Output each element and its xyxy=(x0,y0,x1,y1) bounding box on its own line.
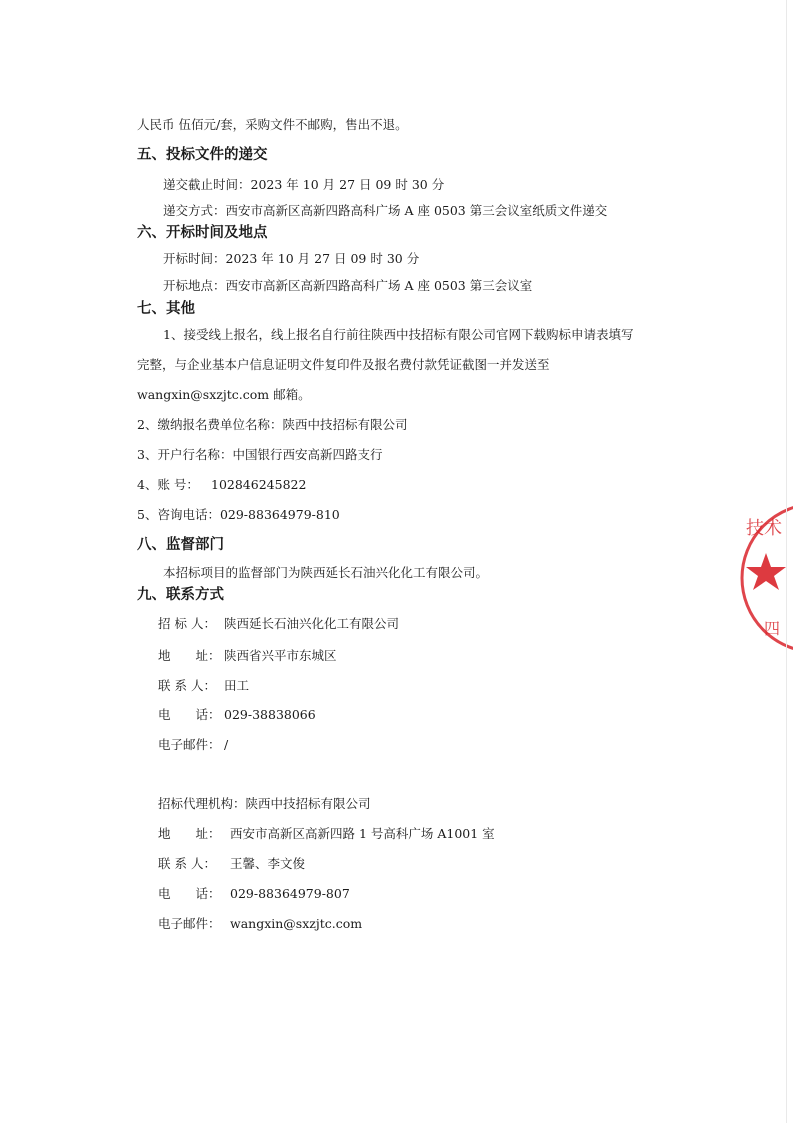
submission-method: 递交方式：西安市高新区高新四路高科广场 A 座 0503 第三会议室纸质文件递交 xyxy=(163,203,608,218)
tenderer-phone: 029-38838066 xyxy=(224,707,316,722)
tenderer-name-label: 招 标 人： xyxy=(158,616,216,631)
other-item-5: 5、咨询电话：029-88364979-810 xyxy=(137,507,340,522)
seal-star-icon xyxy=(746,553,786,590)
tenderer-email: / xyxy=(224,737,229,752)
tenderer-name-row xyxy=(158,616,399,632)
tenderer-email-label: 电子邮件： xyxy=(158,737,221,752)
agency-address: 西安市高新区高新四路 1 号高科广场 A1001 室 xyxy=(230,826,495,841)
section-6-heading: 六、开标时间及地点 xyxy=(137,225,268,241)
price-line: 人民币 伍佰元/套，采购文件不邮购，售出不退。 xyxy=(137,117,408,132)
tenderer-name: 陕西延长石油兴化化工有限公司 xyxy=(224,616,400,631)
tenderer-contact-row xyxy=(158,678,249,694)
agency-name-row xyxy=(158,796,371,812)
tenderer-address-row xyxy=(158,648,337,664)
section-9-heading: 九、联系方式 xyxy=(137,587,224,603)
agency-address-row xyxy=(158,826,495,842)
tenderer-phone-row xyxy=(158,707,316,723)
opening-time: 开标时间：2023 年 10 月 27 日 09 时 30 分 xyxy=(163,251,420,266)
agency-email-row xyxy=(158,916,362,932)
section-5-heading: 五、投标文件的递交 xyxy=(137,147,268,163)
account-label: 4、账 号： xyxy=(137,477,199,492)
other-item-2: 2、缴纳报名费单位名称：陕西中技招标有限公司 xyxy=(137,417,408,432)
tenderer-phone-label: 电 话： xyxy=(158,707,221,722)
seal-text-fragment-1: 技术 xyxy=(746,518,782,539)
agency-email-label: 电子邮件： xyxy=(158,916,221,931)
section-7-heading: 七、其他 xyxy=(137,301,195,317)
agency-address-label: 地 址： xyxy=(158,826,221,841)
other-item-3: 3、开户行名称：中国银行西安高新四路支行 xyxy=(137,447,383,462)
supervision-text: 本招标项目的监督部门为陕西延长石油兴化化工有限公司。 xyxy=(163,565,489,580)
submission-deadline: 递交截止时间：2023 年 10 月 27 日 09 时 30 分 xyxy=(163,177,445,192)
tenderer-contact-label: 联 系 人： xyxy=(158,678,216,693)
tenderer-contact: 田工 xyxy=(224,678,250,693)
agency-phone: 029-88364979-807 xyxy=(230,886,350,901)
section-8-heading: 八、监督部门 xyxy=(137,537,224,553)
agency-phone-row xyxy=(158,886,350,902)
agency-contact-label: 联 系 人： xyxy=(158,856,216,871)
tenderer-email-row xyxy=(158,737,228,753)
company-seal-stamp xyxy=(738,498,793,658)
tenderer-address-label: 地 址： xyxy=(158,648,221,663)
agency-contact: 王馨、李文俊 xyxy=(230,856,306,871)
agency-name: 陕西中技招标有限公司 xyxy=(245,796,371,811)
other-item-1-line-3: wangxin@sxzjtc.com 邮箱。 xyxy=(137,387,311,402)
account-number: 102846245822 xyxy=(211,477,307,492)
agency-name-label: 招标代理机构： xyxy=(158,796,246,811)
tenderer-address: 陕西省兴平市东城区 xyxy=(224,648,337,663)
agency-contact-row xyxy=(158,856,305,872)
scan-edge-line xyxy=(786,0,787,1123)
opening-place: 开标地点：西安市高新区高新四路高科广场 A 座 0503 第三会议室 xyxy=(163,278,533,293)
agency-phone-label: 电 话： xyxy=(158,886,221,901)
seal-graphic xyxy=(738,498,793,658)
other-item-4 xyxy=(137,477,306,493)
other-item-1-line-2: 完整，与企业基本户信息证明文件复印件及报名费付款凭证截图一并发送至 xyxy=(137,357,550,372)
other-item-1-line-1: 1、接受线上报名，线上报名自行前往陕西中技招标有限公司官网下载购标申请表填写 xyxy=(163,327,634,342)
agency-email: wangxin@sxzjtc.com xyxy=(230,916,363,931)
seal-text-fragment-2: 四 xyxy=(764,619,781,638)
